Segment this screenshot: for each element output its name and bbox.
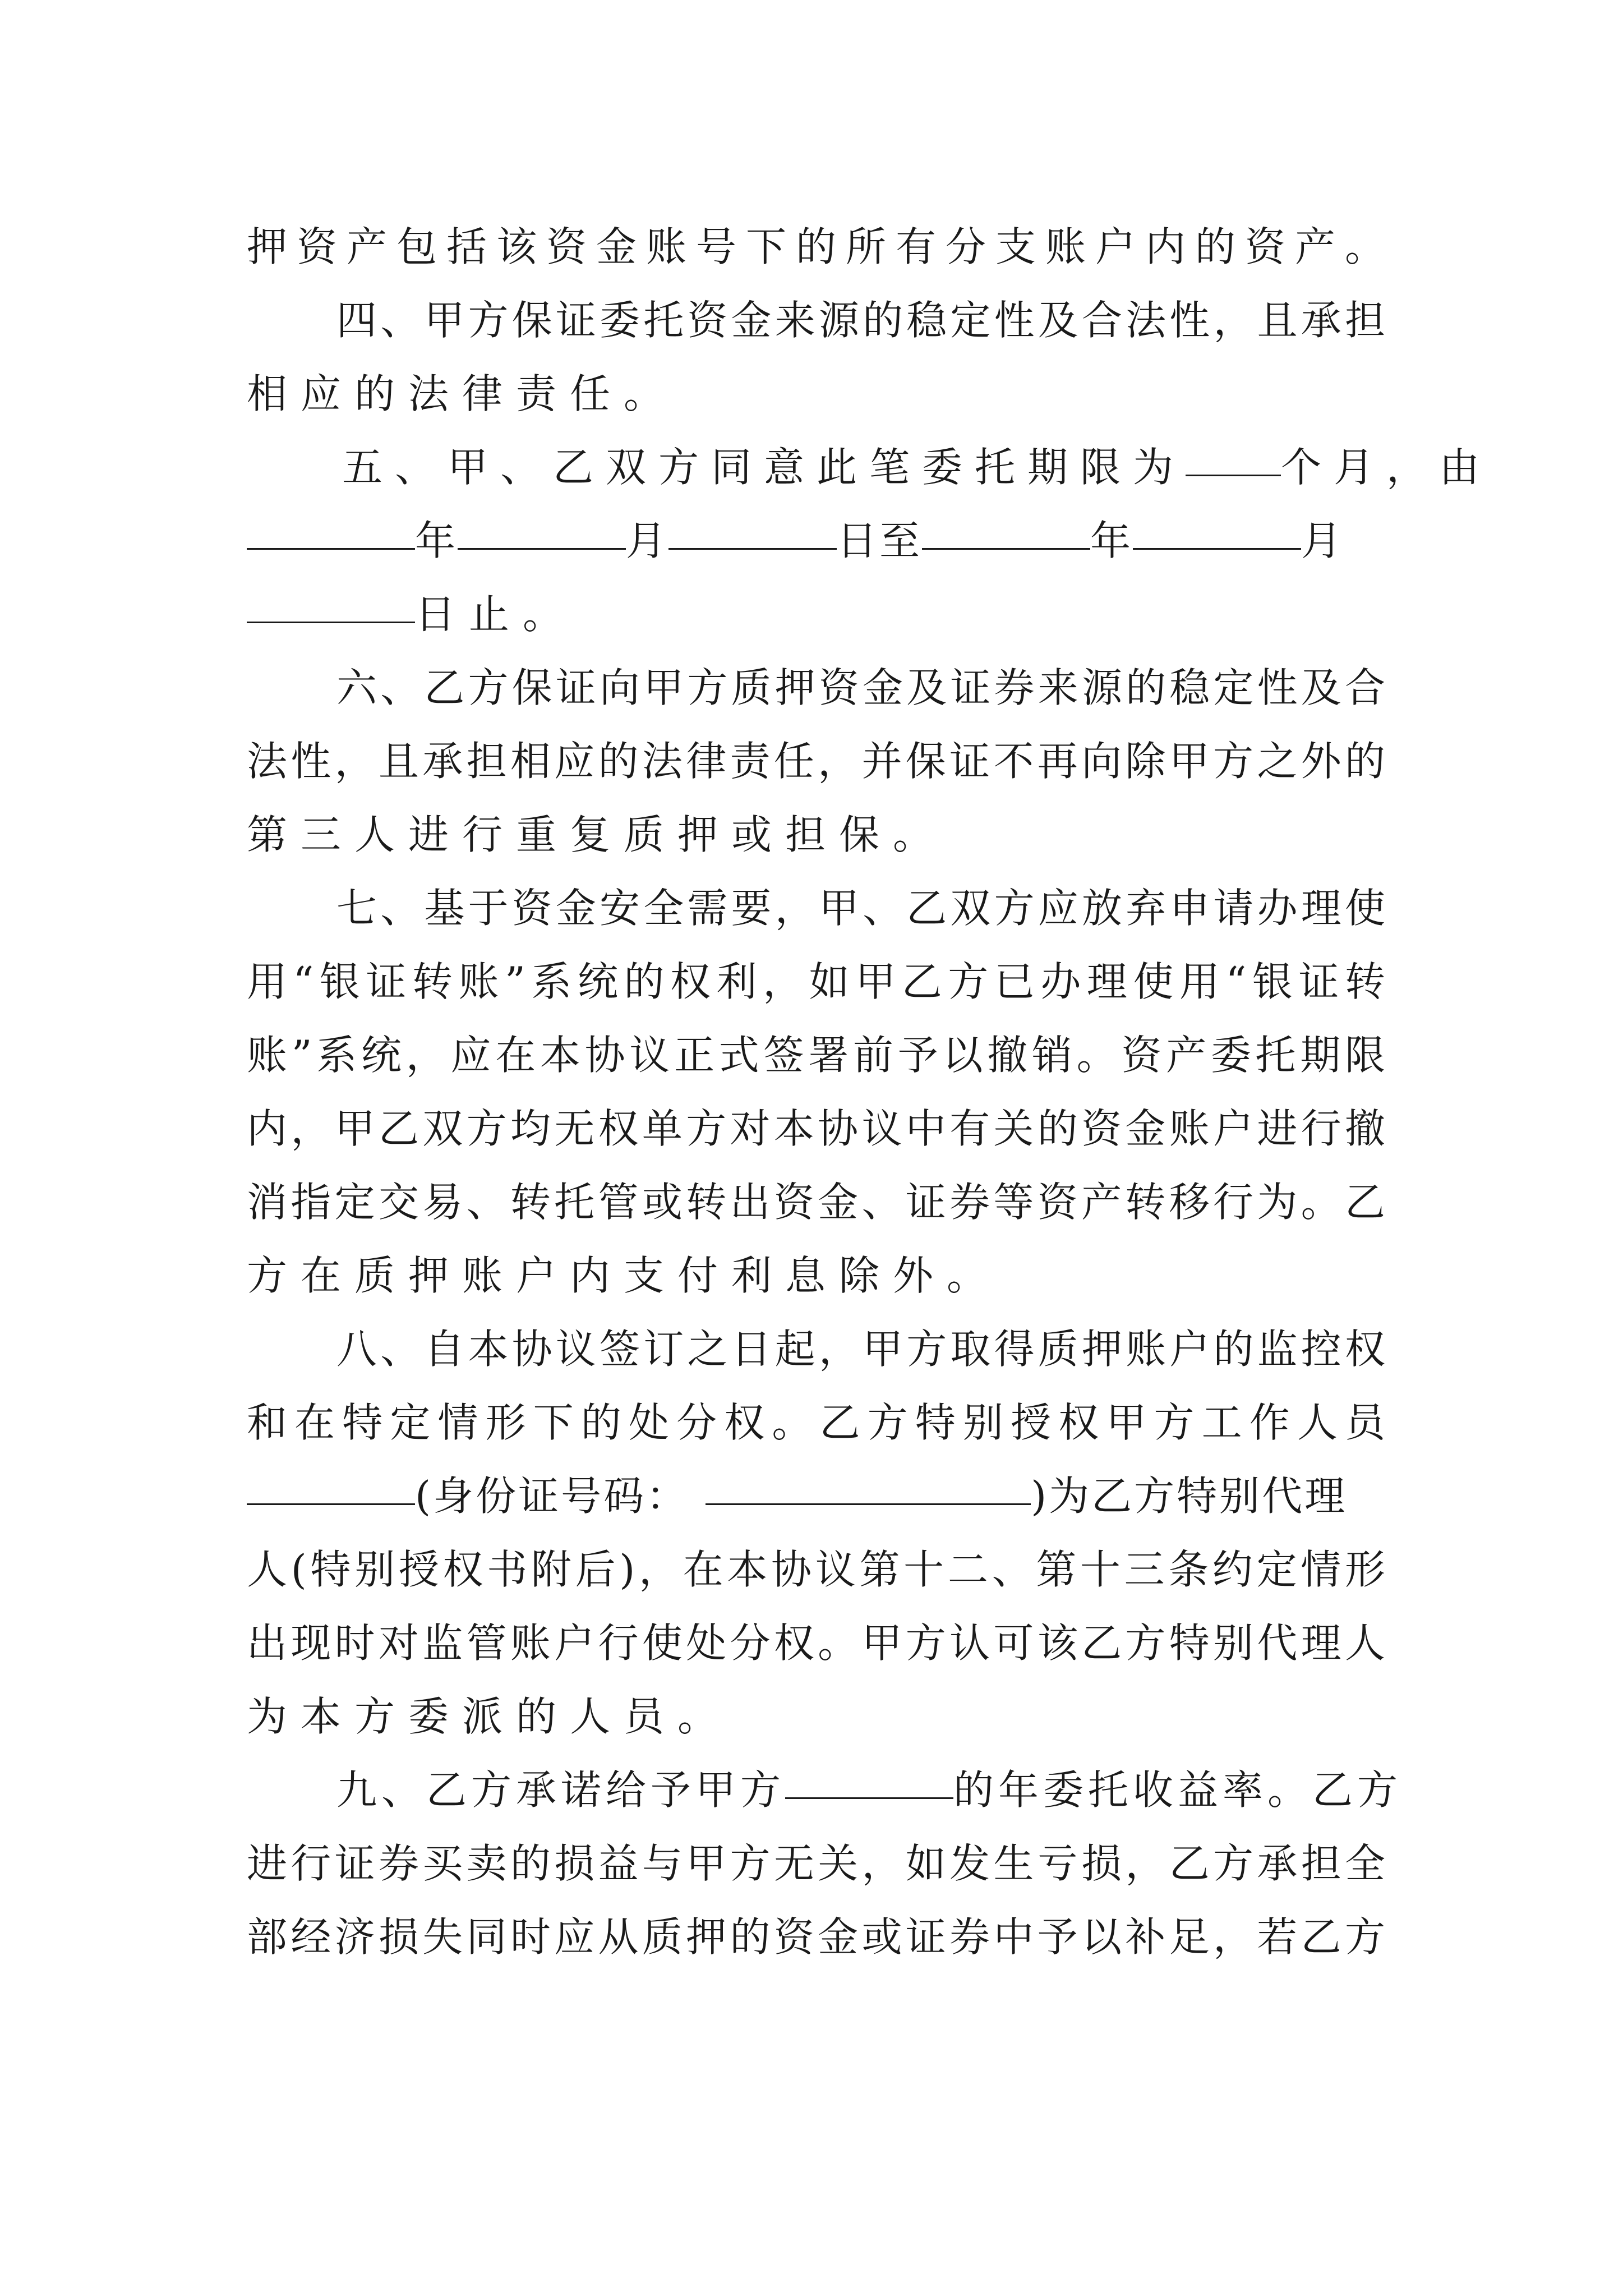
line-text: 出现时对监管账户行使处分权。甲方认可该乙方特别代理人: [247, 1619, 1385, 1667]
line-text: 七、基于资金安全需要，甲、乙双方应放弃申请办理使: [336, 885, 1385, 932]
text-line: [247, 428, 1492, 507]
line-text: 月: [626, 517, 669, 564]
text-line: [247, 1751, 1403, 1829]
text-line: [247, 1898, 1385, 1976]
blank-staff-name: [247, 1503, 415, 1505]
text-line: [247, 1530, 1385, 1609]
text-line: [247, 648, 1385, 727]
blank-id-number: [706, 1503, 1031, 1505]
text-line: [247, 1016, 1385, 1094]
text-line: [247, 1163, 1385, 1241]
text-line: [247, 1824, 1385, 1903]
text-line: [247, 208, 1385, 286]
line-text: 为本方委派的人员。: [247, 1693, 732, 1740]
text-line: [247, 722, 1385, 800]
text-line: [247, 1236, 1385, 1315]
line-text: 部经济损失同时应从质押的资金或证券中予以补足，若乙方: [247, 1913, 1385, 1961]
text-line: [247, 1457, 1385, 1535]
text-line: [247, 1089, 1385, 1168]
line-text: 个月，由: [1281, 444, 1492, 491]
line-text: 月: [1301, 517, 1344, 564]
line-text: 消指定交易、转托管或转出资金、证券等资产转移行为。乙: [247, 1179, 1385, 1226]
line-text: 人(特别授权书附后)，在本协议第十二、第十三条约定情形: [247, 1546, 1385, 1593]
blank-months: [1186, 475, 1281, 476]
text-line: [247, 501, 1385, 580]
line-text: 法性，且承担相应的法律责任，并保证不再向除甲方之外的: [247, 738, 1385, 785]
line-text: 九、乙方承诺给予甲方: [336, 1766, 786, 1814]
line-text: (身份证号码：: [415, 1473, 689, 1520]
text-line: [247, 795, 1385, 874]
line-text: 日至: [837, 517, 923, 564]
text-line: [247, 355, 1385, 433]
blank-start-month: [458, 548, 626, 550]
line-text: 账”系统，应在本协议正式签署前予以撤销。资产委托期限: [247, 1032, 1385, 1079]
blank-end-year: [922, 548, 1090, 550]
blank-start-year: [247, 548, 415, 550]
line-text: 相应的法律责任。: [247, 370, 678, 417]
line-text: 日止。: [415, 591, 577, 638]
line-text: 方在质押账户内支付利息除外。: [247, 1252, 1001, 1299]
text-line: [247, 942, 1385, 1021]
text-line: [247, 1677, 1385, 1756]
text-line: [247, 1604, 1385, 1682]
text-line: [247, 869, 1385, 947]
line-text: 八、自本协议签订之日起，甲方取得质押账户的监控权: [336, 1326, 1385, 1373]
text-line: [247, 1383, 1385, 1462]
line-text: 和在特定情形下的处分权。乙方特别授权甲方工作人员: [247, 1399, 1385, 1446]
line-text: 年: [1090, 517, 1133, 564]
line-text: 内，甲乙双方均无权单方对本协议中有关的资金账户进行撤: [247, 1105, 1385, 1152]
line-text: 押资产包括该资金账号下的所有分支账户内的资产。: [247, 223, 1385, 270]
line-text: 五、甲、乙双方同意此笔委托期限为: [342, 444, 1186, 491]
line-text: 的年委托收益率。乙方: [953, 1766, 1403, 1814]
blank-end-month: [1133, 548, 1301, 550]
line-text: 年: [415, 517, 458, 564]
text-line: [247, 575, 1385, 654]
blank-return-rate: [785, 1797, 953, 1799]
text-line: [247, 1310, 1385, 1388]
line-text: 用“银证转账”系统的权利，如甲乙方已办理使用“银证转: [247, 958, 1385, 1005]
text-line: [247, 281, 1385, 360]
blank-end-day: [247, 622, 415, 623]
line-text: 第三人进行重复质押或担保。: [247, 811, 947, 858]
blank-start-day: [668, 548, 837, 550]
line-text: 四、甲方保证委托资金来源的稳定性及合法性，且承担: [336, 297, 1385, 344]
line-text: 六、乙方保证向甲方质押资金及证券来源的稳定性及合: [336, 664, 1385, 711]
line-text: 进行证券买卖的损益与甲方无关，如发生亏损，乙方承担全: [247, 1840, 1385, 1887]
line-text: )为乙方特别代理: [1031, 1473, 1348, 1520]
